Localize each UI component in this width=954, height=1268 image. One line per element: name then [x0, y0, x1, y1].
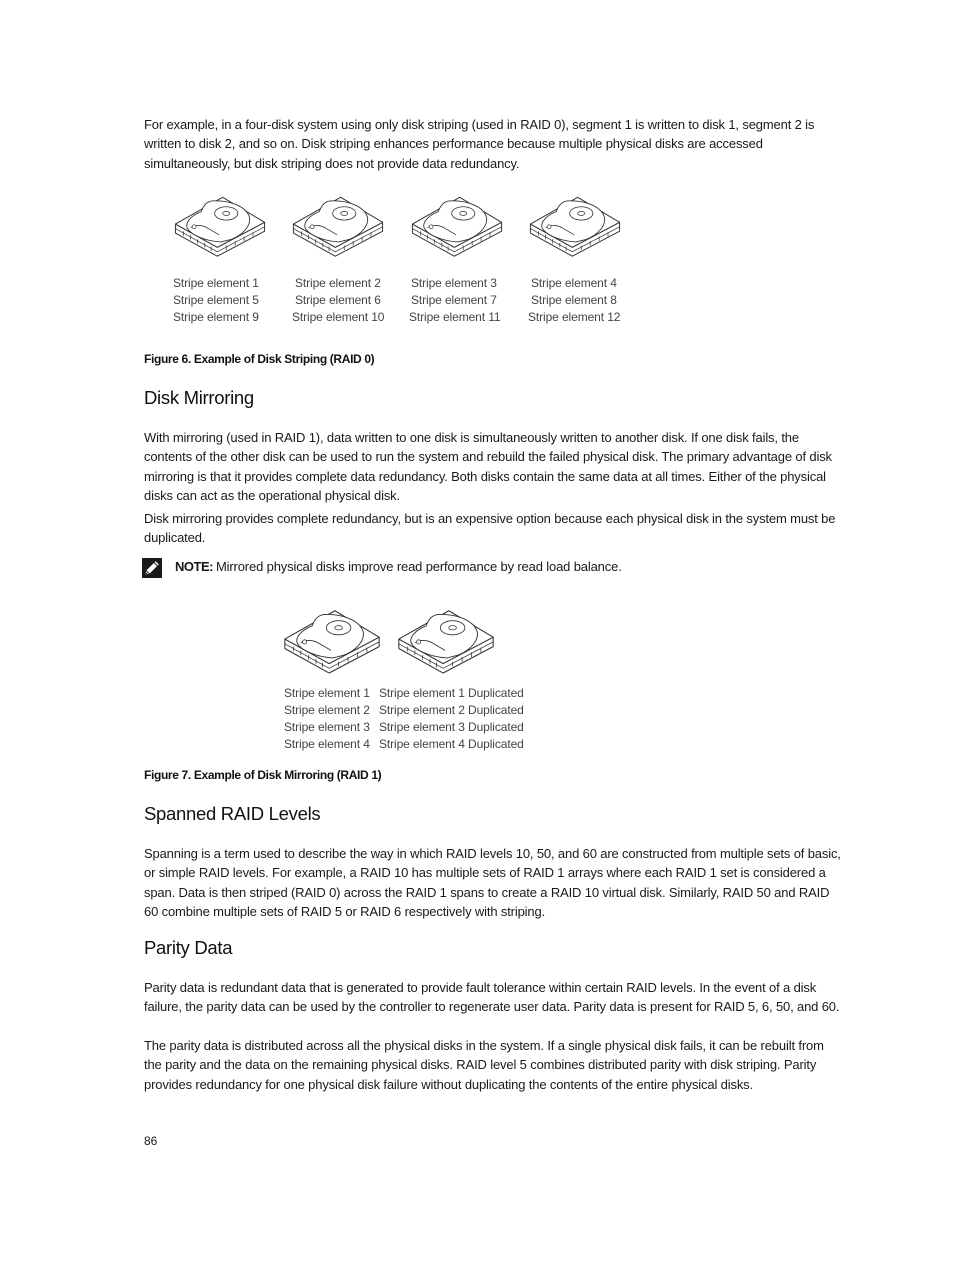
stripe-label: Stripe element 3: [284, 720, 370, 734]
hard-disk-icon: [404, 192, 510, 258]
pencil-note-icon: [141, 557, 163, 579]
parity-paragraph-2: The parity data is distributed across all the physical disks in the system. If a single physical disk fails, it can be rebuilt from the parity and the data on the remaining physical disks. RAID level 5 combines distributed parity with disk striping. Parity provides redundancy for one physical disk failure without duplicating the contents of the entire physical disks.: [144, 1038, 824, 1092]
disk-2-labels: [292, 275, 384, 326]
stripe-label: Stripe element 2: [295, 276, 381, 290]
stripe-label: Stripe element 1 Duplicated: [379, 686, 524, 700]
stripe-label: Stripe element 6: [295, 293, 381, 307]
disk-4-labels: [528, 275, 620, 326]
stripe-label: Stripe element 8: [531, 293, 617, 307]
stripe-label: Stripe element 7: [411, 293, 497, 307]
stripe-label: Stripe element 4: [284, 737, 370, 751]
stripe-label: Stripe element 1: [173, 276, 259, 290]
stripe-label: Stripe element 2 Duplicated: [379, 703, 524, 717]
intro-paragraph: For example, in a four-disk system using only disk striping (used in RAID 0), segment 1 is written to disk 1, segment 2 is written to disk 2, and so on. Disk striping enhances performance because multiple physical disks are accessed simultaneously, but disk striping does not provide data redundancy.: [144, 117, 815, 171]
disk-1-labels: [173, 275, 259, 326]
spanned-paragraph: Spanning is a term used to describe the way in which RAID levels 10, 50, and 60 are constructed from multiple sets of basic, or simple RAID levels. For example, a RAID 10 has multiple sets of RAID 1 arrays where each RAID 1 set is considered a span. Data is then striped (RAID 0) across the RAID 1 spans to create a RAID 10 virtual disk. Similarly, RAID 50 and RAID 60 combine multiple sets of RAID 5 or RAID 6 respectively with striping.: [144, 846, 841, 920]
stripe-label: Stripe element 1: [284, 686, 370, 700]
stripe-label: Stripe element 5: [173, 293, 259, 307]
note-label: NOTE:: [175, 559, 213, 574]
stripe-label: Stripe element 9: [173, 310, 259, 324]
section-heading-parity-data: Parity Data: [144, 937, 233, 958]
stripe-label: Stripe element 11: [409, 310, 501, 324]
note-text-line: [175, 557, 622, 576]
hard-disk-icon: [396, 601, 496, 679]
disk-mirroring-paragraph-2: Disk mirroring provides complete redundancy, but is an expensive option because each physical disk in the system must be duplicated.: [144, 511, 836, 546]
figure-7-caption: Figure 7. Example of Disk Mirroring (RAID 1): [144, 768, 382, 782]
hard-disk-icon: [522, 192, 628, 258]
stripe-label: Stripe element 4 Duplicated: [379, 737, 524, 751]
hard-disk-icon: [285, 192, 391, 258]
section-heading-disk-mirroring: Disk Mirroring: [144, 387, 254, 408]
stripe-label: Stripe element 3: [411, 276, 497, 290]
stripe-label: Stripe element 3 Duplicated: [379, 720, 524, 734]
stripe-label: Stripe element 2: [284, 703, 370, 717]
stripe-label: Stripe element 12: [528, 310, 621, 324]
page-number: 86: [144, 1134, 158, 1148]
disk-mirroring-paragraph-1: With mirroring (used in RAID 1), data written to one disk is simultaneously written to another disk. If one disk fails, the contents of the other disk can be used to run the system and rebuild the failed physical disk. The primary advantage of disk mirroring is that it provides complete data redundancy. Both disks contain the same data at all times. Either of the physical disks can act as the operational physical disk.: [144, 430, 832, 504]
hard-disk-icon: [167, 192, 273, 258]
figure-6-caption: Figure 6. Example of Disk Striping (RAID 0): [144, 352, 375, 366]
disk-3-labels: [409, 275, 500, 326]
note-callout: [141, 557, 851, 581]
section-heading-spanned-raid-levels: Spanned RAID Levels: [144, 803, 321, 824]
mirror-disk-1-labels: [284, 685, 370, 753]
parity-paragraph-1: Parity data is redundant data that is generated to provide fault tolerance within certain RAID levels. In the event of a disk failure, the parity data can be used by the controller to regenerate user data. Parity data is present for RAID 5, 6, 50, and 60.: [144, 980, 840, 1015]
stripe-label: Stripe element 4: [531, 276, 617, 290]
stripe-label: Stripe element 10: [292, 310, 385, 324]
hard-disk-icon: [282, 601, 382, 679]
note-text: Mirrored physical disks improve read performance by read load balance.: [215, 559, 622, 574]
mirror-disk-2-labels: [379, 685, 524, 753]
